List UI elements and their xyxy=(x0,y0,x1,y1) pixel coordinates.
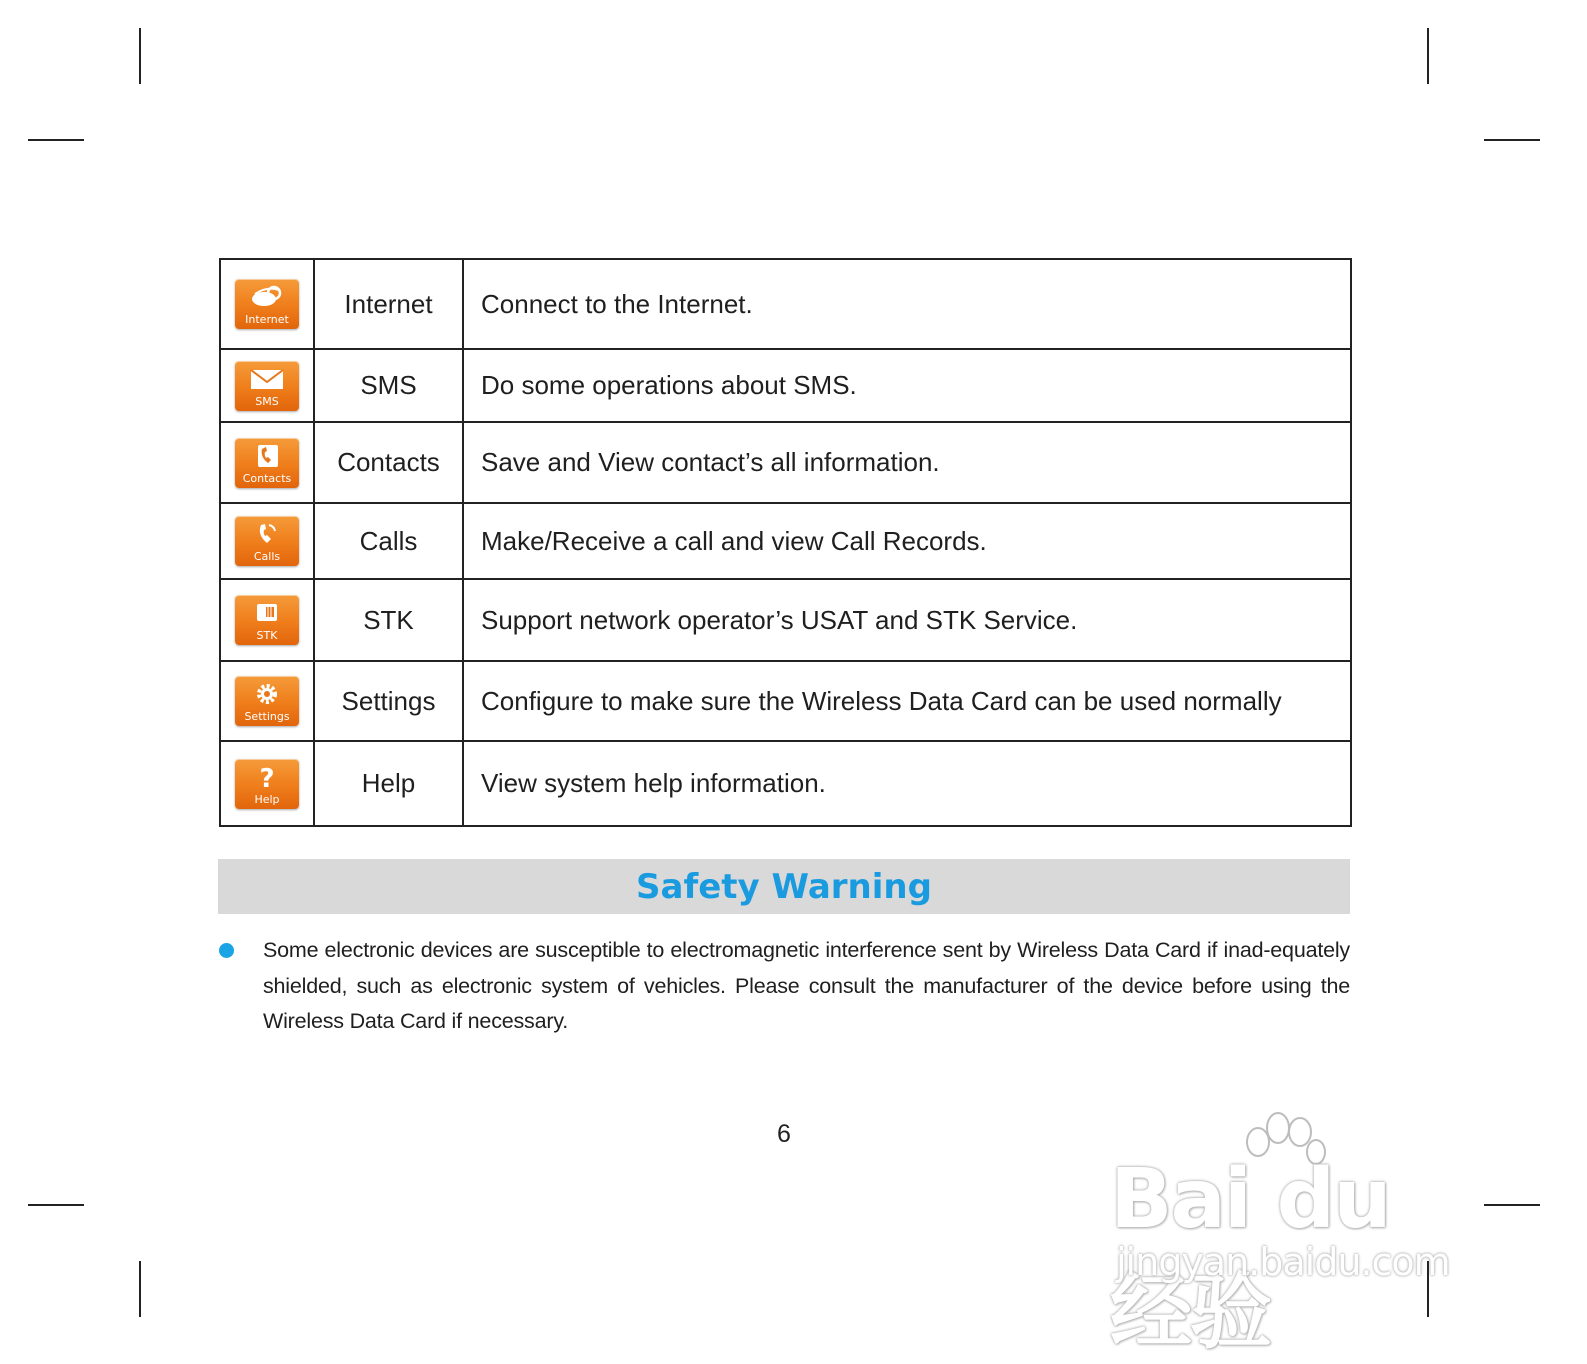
feature-description: Support network operator’s USAT and STK Service. xyxy=(463,579,1351,661)
feature-name: Help xyxy=(314,741,463,826)
feature-name: Calls xyxy=(314,503,463,579)
table-row xyxy=(220,349,1351,422)
table-row xyxy=(220,422,1351,503)
crop-mark xyxy=(28,1204,84,1206)
crop-mark xyxy=(139,1261,141,1317)
table-row xyxy=(220,259,1351,349)
safety-warning-title: Safety Warning xyxy=(636,867,932,907)
baidu-watermark xyxy=(1110,1110,1480,1360)
bullet-dot-icon xyxy=(219,943,234,958)
crop-mark xyxy=(1484,1204,1540,1206)
table-row xyxy=(220,503,1351,579)
feature-description: Connect to the Internet. xyxy=(463,259,1351,349)
feature-description: View system help information. xyxy=(463,741,1351,826)
watermark-url: jingyan.baidu.com xyxy=(1116,1240,1450,1284)
help-icon: ? Help xyxy=(235,759,299,809)
feature-table xyxy=(219,258,1352,827)
feature-description: Do some operations about SMS. xyxy=(463,349,1351,422)
feature-name: SMS xyxy=(314,349,463,422)
feature-description: Make/Receive a call and view Call Records. xyxy=(463,503,1351,579)
crop-mark xyxy=(139,28,141,84)
feature-name: Internet xyxy=(314,259,463,349)
safety-warning-header xyxy=(218,859,1350,914)
crop-mark xyxy=(28,139,84,141)
table-row xyxy=(220,579,1351,661)
sms-icon: SMS xyxy=(235,361,299,411)
stk-icon: STK xyxy=(235,595,299,645)
table-row xyxy=(220,661,1351,741)
safety-warning-text: Some electronic devices are susceptible to electromagnetic interference sent by Wireless Data Card if inad-equately shielded, such as electronic system of vehicles. Please consult the manufacturer of the device before using the Wireless Data Card if necessary. xyxy=(263,938,1350,1033)
feature-name: Contacts xyxy=(314,422,463,503)
svg-text:?: ? xyxy=(259,763,275,791)
crop-mark xyxy=(1484,139,1540,141)
table-row xyxy=(220,741,1351,826)
watermark-brand: Bai du 经验 xyxy=(1110,1152,1390,1360)
crop-mark xyxy=(1427,28,1429,84)
feature-name: STK xyxy=(314,579,463,661)
internet-icon: Internet xyxy=(235,279,299,329)
calls-icon: Calls xyxy=(235,516,299,566)
settings-icon: Settings xyxy=(235,676,299,726)
feature-description: Save and View contact’s all information. xyxy=(463,422,1351,503)
contacts-icon: Contacts xyxy=(235,438,299,488)
feature-description: Configure to make sure the Wireless Data Card can be used normally xyxy=(463,661,1351,741)
feature-name: Settings xyxy=(314,661,463,741)
page-number: 6 xyxy=(777,1120,791,1148)
